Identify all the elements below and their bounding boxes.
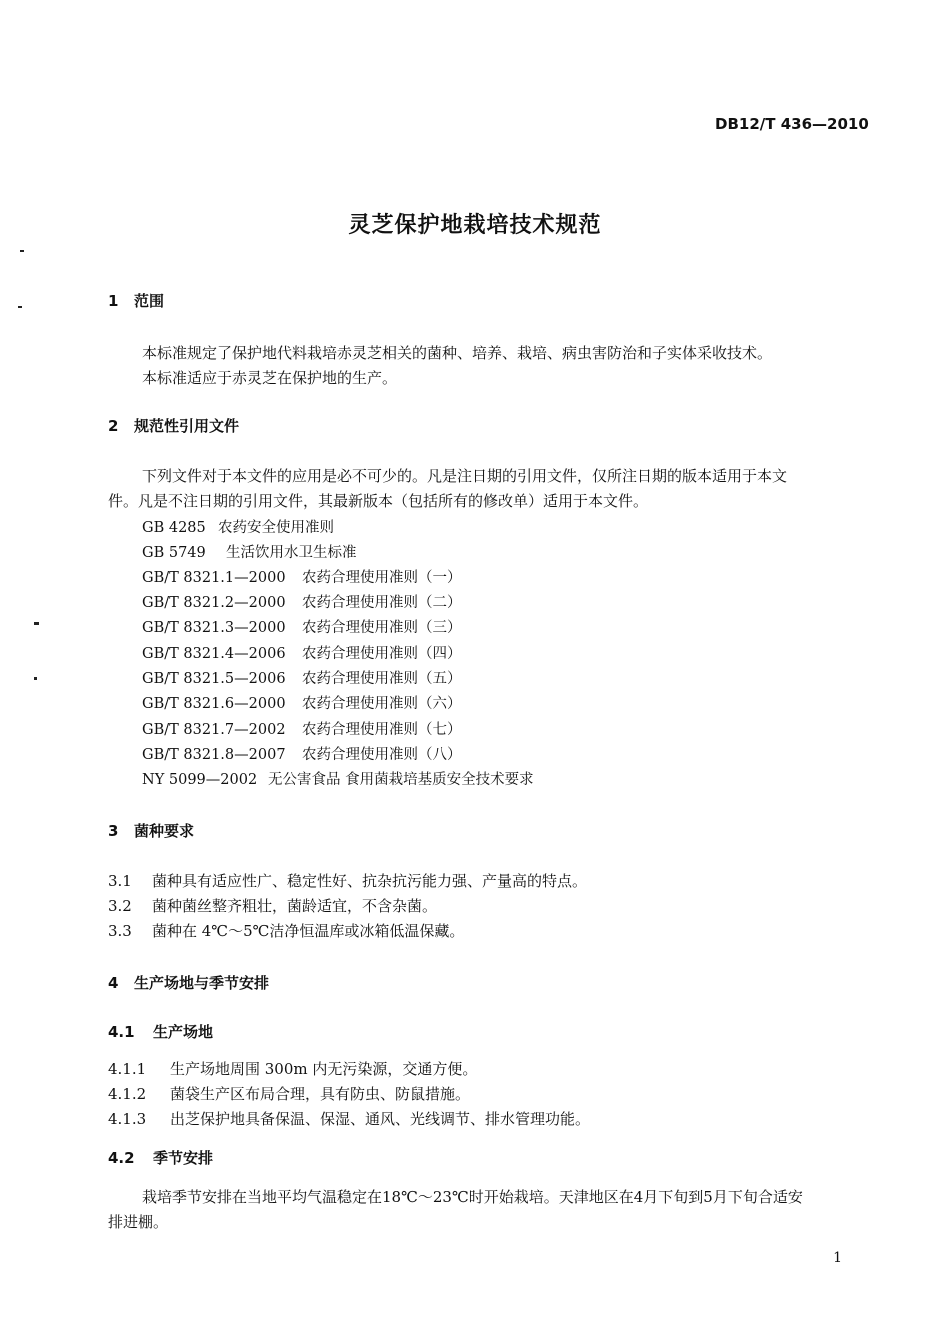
section-number: 3	[108, 822, 119, 840]
reference-title: 无公害食品 食用菌栽培基质安全技术要求	[268, 772, 534, 788]
clause-text: 菌种具有适应性广、稳定性好、抗杂抗污能力强、产量高的特点。	[152, 872, 588, 890]
subsection-4-1-heading	[108, 1021, 213, 1042]
paragraph: 排进棚。	[108, 1213, 169, 1231]
clause-text: 菌种在 4℃～5℃洁净恒温库或冰箱低温保藏。	[152, 922, 465, 940]
reference-title: 农药安全使用准则	[218, 520, 334, 536]
clause-text: 菌袋生产区布局合理，具有防虫、防鼠措施。	[170, 1085, 471, 1103]
clause-item	[108, 920, 464, 941]
reference-item	[142, 743, 462, 764]
reference-code: GB/T 8321.5—2006	[142, 671, 286, 687]
paragraph: 栽培季节安排在当地平均气温稳定在18℃～23℃时开始栽培。天津地区在4月下旬到5月下旬合适安	[142, 1188, 803, 1206]
section-number: 2	[108, 417, 119, 435]
reference-title: 农药合理使用准则（六）	[302, 696, 462, 712]
reference-item	[142, 566, 462, 587]
reference-title: 农药合理使用准则（四）	[302, 646, 462, 662]
paragraph: 下列文件对于本文件的应用是必不可少的。凡是注日期的引用文件，仅所注日期的版本适用于本文	[142, 467, 788, 485]
scan-mark	[34, 622, 39, 625]
page-number: 1	[833, 1250, 842, 1266]
clause-item	[108, 1108, 590, 1129]
section-title: 规范性引用文件	[134, 417, 240, 435]
section-2-heading	[108, 415, 239, 436]
section-4-heading	[108, 972, 269, 993]
paragraph: 本标准规定了保护地代料栽培赤灵芝相关的菌种、培养、栽培、病虫害防治和子实体采收技术。	[142, 344, 773, 362]
section-title: 生产场地与季节安排	[134, 974, 270, 992]
clause-number: 3.2	[108, 897, 132, 915]
section-1-heading	[108, 290, 164, 311]
reference-title: 农药合理使用准则（三）	[302, 620, 462, 636]
reference-item	[142, 718, 462, 739]
clause-text: 出芝保护地具备保温、保湿、通风、光线调节、排水管理功能。	[170, 1110, 591, 1128]
reference-code: GB 4285	[142, 520, 206, 536]
section-number: 4	[108, 974, 119, 992]
subsection-4-2-heading	[108, 1147, 213, 1168]
clause-item	[108, 870, 587, 891]
section-number: 1	[108, 292, 119, 310]
document-title: 灵芝保护地栽培技术规范	[348, 213, 602, 238]
reference-code: GB/T 8321.4—2006	[142, 646, 286, 662]
reference-code: GB/T 8321.3—2000	[142, 620, 286, 636]
clause-number: 4.1.2	[108, 1085, 147, 1103]
clause-item	[108, 895, 437, 916]
reference-title: 农药合理使用准则（一）	[302, 570, 462, 586]
clause-number: 4.1.1	[108, 1060, 147, 1078]
clause-number: 4.1.3	[108, 1110, 147, 1128]
reference-code: GB/T 8321.1—2000	[142, 570, 286, 586]
subsection-title: 季节安排	[153, 1149, 214, 1167]
reference-item	[142, 616, 462, 637]
reference-item	[142, 667, 462, 688]
reference-title: 生活饮用水卫生标准	[226, 545, 357, 561]
reference-title: 农药合理使用准则（二）	[302, 595, 462, 611]
clause-number: 3.3	[108, 922, 132, 940]
standard-code: DB12/T 436—2010	[715, 115, 869, 133]
reference-item	[142, 541, 357, 562]
subsection-title: 生产场地	[153, 1023, 214, 1041]
subsection-number: 4.2	[108, 1149, 135, 1167]
section-title: 菌种要求	[134, 822, 195, 840]
reference-item	[142, 591, 462, 612]
reference-code: NY 5099—2002	[142, 772, 258, 788]
reference-code: GB/T 8321.8—2007	[142, 747, 286, 763]
reference-code: GB/T 8321.6—2000	[142, 696, 286, 712]
clause-item	[108, 1083, 470, 1104]
scan-mark	[18, 306, 22, 308]
reference-item	[142, 768, 534, 789]
reference-code: GB 5749	[142, 545, 206, 561]
paragraph: 本标准适应于赤灵芝在保护地的生产。	[142, 369, 398, 387]
clause-number: 3.1	[108, 872, 132, 890]
clause-text: 生产场地周围 300m 内无污染源，交通方便。	[170, 1060, 478, 1078]
reference-title: 农药合理使用准则（五）	[302, 671, 462, 687]
reference-item	[142, 516, 334, 537]
reference-item	[142, 692, 462, 713]
reference-code: GB/T 8321.7—2002	[142, 722, 286, 738]
reference-item	[142, 642, 462, 663]
subsection-number: 4.1	[108, 1023, 135, 1041]
reference-code: GB/T 8321.2—2000	[142, 595, 286, 611]
reference-title: 农药合理使用准则（七）	[302, 722, 462, 738]
clause-item	[108, 1058, 477, 1079]
scan-mark	[34, 677, 37, 680]
clause-text: 菌种菌丝整齐粗壮，菌龄适宜，不含杂菌。	[152, 897, 438, 915]
scan-mark	[20, 250, 24, 252]
section-3-heading	[108, 820, 194, 841]
paragraph: 件。凡是不注日期的引用文件，其最新版本（包括所有的修改单）适用于本文件。	[108, 492, 649, 510]
reference-title: 农药合理使用准则（八）	[302, 747, 462, 763]
section-title: 范围	[134, 292, 165, 310]
